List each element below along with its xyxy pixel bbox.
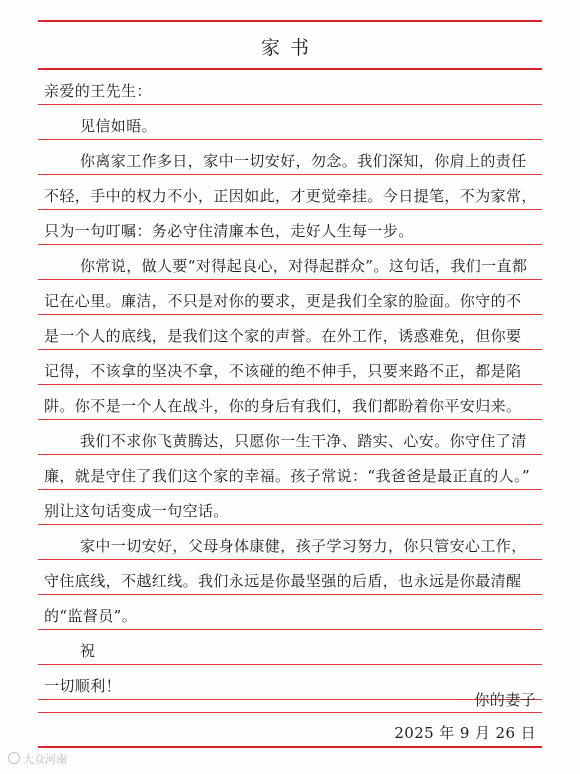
rule-line: [38, 454, 542, 455]
letter-line: 记在心里。廉洁，不只是对你的要求，更是我们全家的脸面。你守的不: [44, 292, 522, 310]
rule-line: [38, 524, 542, 525]
rule-line: [38, 68, 542, 70]
rule-line: [38, 594, 542, 595]
closing-wish: 祝: [80, 642, 96, 660]
rule-line: [38, 174, 542, 175]
rule-line: [38, 629, 542, 630]
letter-line: 我们不求你飞黄腾达，只愿你一生干净、踏实、心安。你守住了清: [80, 432, 527, 450]
letter-line: 记得，不该拿的坚决不拿，不该碰的绝不伸手，只要来路不正，都是陷: [44, 362, 522, 380]
rule-line: [38, 559, 542, 560]
letter-line: 不轻，手中的权力不小，正因如此，才更觉牵挂。今日提笔，不为家常，: [44, 187, 537, 205]
letter-line: 阱。你不是一个人在战斗，你的身后有我们，我们都盼着你平安归来。: [44, 397, 522, 415]
closing-phrase: 一切顺利！: [44, 677, 122, 695]
rule-line: [38, 746, 542, 748]
rule-line: [38, 244, 542, 245]
letter-line: 只为一句叮嘱：务必守住清廉本色，走好人生每一步。: [44, 222, 414, 240]
rule-line: [38, 419, 542, 420]
letter-line: 家中一切安好，父母身体康健，孩子学习努力，你只管安心工作，: [80, 537, 527, 555]
letter-line: 守住底线，不越红线。我们永远是你最坚强的后盾，也永远是你最清醒: [44, 572, 522, 590]
rule-line: [38, 384, 542, 385]
rule-line: [38, 664, 542, 665]
rule-line: [38, 279, 542, 280]
letter-line: 别让这句话变成一句空话。: [44, 502, 229, 520]
letter-line: 你常说，做人要“对得起良心，对得起群众”。这句话，我们一直都: [80, 257, 528, 275]
watermark-text: 大众河南: [23, 753, 67, 766]
signature: 你的妻子: [474, 691, 536, 709]
letter-title: 家书: [260, 37, 319, 59]
letter-date: 2025 年 9 月 26 日: [394, 724, 536, 742]
letter-line: 你离家工作多日，家中一切安好，勿念。我们深知，你肩上的责任: [80, 152, 527, 170]
rule-line: [38, 104, 542, 105]
rule-line: [38, 314, 542, 315]
rule-line: [38, 20, 542, 22]
letter-line: 的“监督员”。: [44, 607, 138, 625]
watermark-logo-icon: [8, 752, 20, 764]
rule-line: [38, 349, 542, 350]
watermark: [8, 751, 67, 767]
salutation: 亲爱的王先生：: [44, 82, 152, 100]
letter-line: 是一个人的底线，是我们这个家的声誉。在外工作，诱惑难免，但你要: [44, 327, 522, 345]
letter-line: 廉，就是守住了我们这个家的幸福。孩子常说：“我爸爸是最正直的人。”: [44, 467, 531, 485]
rule-line: [38, 209, 542, 210]
rule-line: [38, 712, 542, 713]
rule-line: [38, 139, 542, 140]
letter-line: 见信如晤。: [80, 117, 158, 135]
rule-line: [38, 489, 542, 490]
